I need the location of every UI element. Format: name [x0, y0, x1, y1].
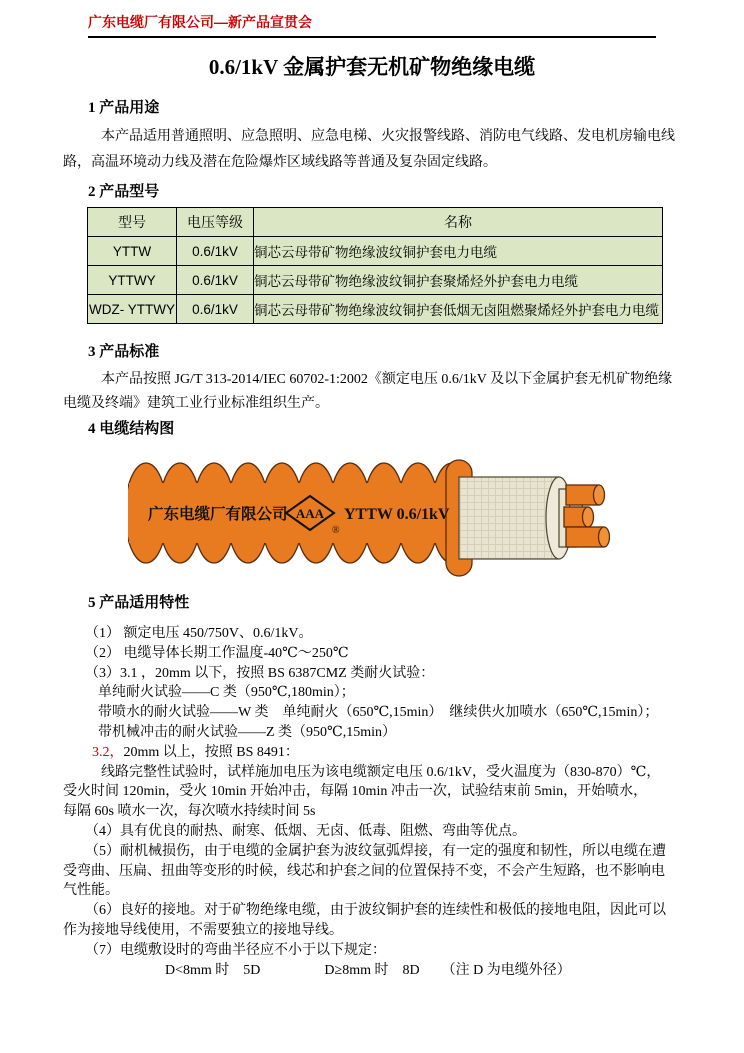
feature-line: 单纯耐火试验——C 类（950℃,180min）；	[98, 685, 355, 701]
paragraph-line: 本产品适用普通照明、应急照明、应急电梯、火灾报警线路、消防电气线路、发电机房输电线	[101, 129, 675, 144]
voltage-cell: 0.6/1kV	[177, 266, 254, 295]
conductor-bottom-end	[599, 527, 610, 547]
section-5-feature-list	[63, 624, 681, 980]
document-body	[63, 98, 681, 980]
feature-line: 受弯曲、压扁、扭曲等变形的时候，线芯和护套之间的位置保持不变，不会产生短路，也不影响电	[63, 863, 665, 879]
feature-line-clause-32	[92, 743, 681, 763]
feature-line: （5）耐机械损伤，由于电缆的金属护套为波纹氩弧焊接，有一定的强度和韧性，所以电缆在遭	[85, 843, 666, 859]
feature-line: （1） 额定电压 450/750V、0.6/1kV。	[85, 626, 313, 641]
clause-32-number: 3.2，	[92, 744, 124, 760]
feature-line: 带喷水的耐火试验——W 类 单纯耐火（650℃,15min） 继续供火加喷水（650℃,15min）；	[98, 705, 659, 721]
table-row	[88, 266, 663, 295]
cable-company-text: 广东电缆厂有限公司	[148, 506, 288, 523]
feature-line: 每隔 60s 喷水一次，每次喷水持续时间 5s	[63, 804, 316, 820]
model-cell: YTTW	[88, 237, 177, 266]
model-cell: YTTWY	[88, 266, 177, 295]
section-2-heading: 2 产品型号	[88, 184, 160, 200]
bend-rule-note: （注 D 为电缆外径）	[441, 962, 571, 978]
section-3-paragraph	[63, 368, 681, 416]
feature-line: （2） 电缆导体长期工作温度-40℃～250℃	[85, 645, 349, 661]
bend-radius-line	[165, 961, 681, 981]
registered-mark-icon: ®	[332, 525, 340, 536]
name-cell: 铜芯云母带矿物绝缘波纹铜护套聚烯烃外护套电力电缆	[254, 266, 663, 295]
feature-line: 受火时间 120min，受火 10min 开始冲击，每隔 10min 冲击一次，试验结束前 5min，开始喷水，	[63, 784, 648, 800]
voltage-cell: 0.6/1kV	[177, 237, 254, 266]
feature-line: （4）具有优良的耐热、耐寒、低烟、无卤、低毒、阻燃、弯曲等优点。	[85, 823, 526, 839]
table-header-row	[88, 208, 663, 237]
feature-line: （6）良好的接地。对于矿物绝缘电缆，由于波纹铜护套的连续性和极低的接地电阻，因此可以	[85, 903, 666, 919]
clause-32-text: 20mm 以上，按照 BS 8491：	[123, 744, 299, 760]
conductor-middle-end	[583, 507, 594, 527]
section-1-heading: 1 产品用途	[88, 100, 160, 116]
model-cell: WDZ- YTTWY	[88, 295, 177, 324]
cable-structure-figure	[128, 457, 681, 579]
paragraph-line: 电缆及终端》建筑工业行业标准组织生产。	[63, 396, 329, 411]
conductor-top-end	[594, 485, 605, 505]
section-5-heading: 5 产品适用特性	[88, 595, 190, 611]
feature-line: （7）电缆敷设时的弯曲半径应不小于以下规定：	[85, 942, 386, 958]
section-4-heading: 4 电缆结构图	[88, 421, 175, 437]
table-header-cell: 名称	[254, 208, 663, 237]
section-1-paragraph	[63, 124, 681, 176]
cable-mineral-insulation	[459, 477, 559, 559]
cable-model-text: YTTW 0.6/1kV	[344, 506, 450, 523]
feature-line: （3）3.1 ，20mm 以下，按照 BS 6387CMZ 类耐火试验：	[85, 665, 435, 681]
name-cell: 铜芯云母带矿物绝缘波纹铜护套低烟无卤阻燃聚烯烃外护套电力电缆	[254, 295, 663, 324]
paragraph-line: 路，高温环境动力线及潜在危险爆炸区域线路等普通及复杂固定线路。	[63, 155, 497, 170]
product-model-table	[87, 207, 663, 324]
table-header-cell: 型号	[88, 208, 177, 237]
table-row	[88, 295, 663, 324]
page-header-text: 广东电缆厂有限公司—新产品宣贯会	[88, 14, 312, 30]
voltage-cell: 0.6/1kV	[177, 295, 254, 324]
feature-line: 作为接地导线使用，不需要独立的接地导线。	[63, 922, 343, 938]
cable-conductors	[564, 485, 610, 547]
feature-line: 带机械冲击的耐火试验——Z 类（950℃,15min）	[98, 724, 396, 740]
table-header-cell: 电压等级	[177, 208, 254, 237]
document-title: 0.6/1kV 金属护套无机矿物绝缘电缆	[208, 55, 536, 79]
cable-structure-diagram	[128, 457, 610, 579]
bend-rule-large: D≥8mm 时 8D	[324, 962, 420, 978]
section-3-heading: 3 产品标准	[88, 344, 160, 360]
name-cell: 铜芯云母带矿物绝缘波纹铜护套电力电缆	[254, 237, 663, 266]
cable-logo-text: AAA	[295, 506, 325, 521]
paragraph-line: 本产品按照 JG/T 313-2014/IEC 60702-1:2002《额定电压 0.6/1kV 及以下金属护套无机矿物绝缘	[101, 372, 673, 387]
feature-line: 线路完整性试验时，试样施加电压为该电缆额定电压 0.6/1kV，受火温度为（830-870）℃，	[101, 764, 661, 780]
page-header	[88, 0, 656, 38]
bend-rule-small: D<8mm 时 5D	[165, 962, 261, 978]
feature-line: 气性能。	[63, 883, 119, 899]
table-row	[88, 237, 663, 266]
